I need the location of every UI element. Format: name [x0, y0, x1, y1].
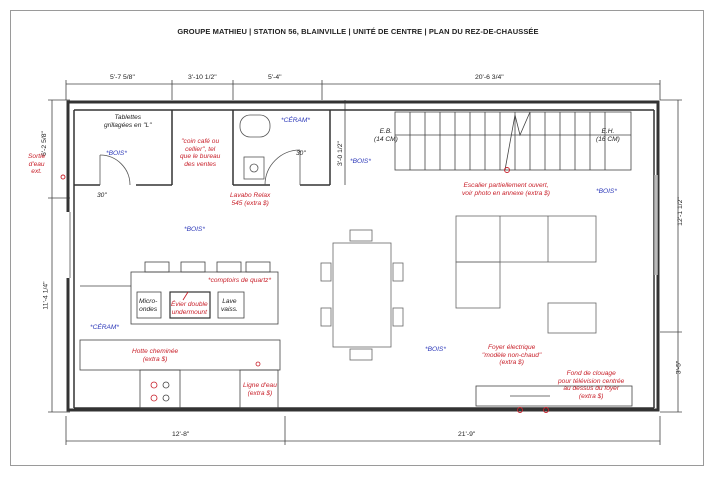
- label-ceram-bath: *CÉRAM*: [281, 117, 310, 124]
- dim-top-3: 5'-4": [268, 74, 282, 81]
- dim-top-1: 5'-7 5/8": [110, 74, 135, 81]
- bathroom-fixtures: [240, 115, 270, 179]
- plan-title: GROUPE MATHIEU | STATION 56, BLAINVILLE | UNITÉ DE CENTRE | PLAN DU REZ-DE-CHAUSSÉE: [177, 27, 539, 36]
- floor-label: *BOIS*: [350, 158, 371, 165]
- label-tablettes: Tablettes grillagées en "L": [104, 114, 152, 129]
- label-ceram-kitchen: *CÉRAM*: [90, 324, 119, 331]
- label-ligne: Ligne d'eau (extra $): [243, 382, 277, 397]
- dim-top-4: 20'-6 3/4": [475, 74, 504, 81]
- label-closet-door: 30": [97, 192, 107, 199]
- label-comptoirs: *comptoirs de quartz*: [208, 277, 272, 284]
- label-lavabo: Lavabo Relax 545 (extra $): [230, 192, 271, 207]
- dim-right-2: 3'-5": [675, 360, 683, 375]
- dim-right-1: 12'-1 1/2": [676, 197, 684, 226]
- floor-label: *BOIS*: [425, 346, 446, 353]
- dim-left-1: 6'-2 5/8": [40, 131, 48, 156]
- label-bath-door: 30": [296, 150, 306, 157]
- label-eh: E.H. (16 CM): [596, 128, 620, 143]
- red-markers: [61, 168, 549, 413]
- dim-bath: 3'-0 1/2": [336, 141, 344, 166]
- doors: [68, 150, 656, 278]
- interior-walls: [74, 110, 654, 408]
- label-sortie: Sortie d'eau ext.: [28, 153, 46, 176]
- floor-label: *BOIS*: [596, 188, 617, 195]
- label-foyer: Foyer électrique "modèle non-chaud" (extra $): [482, 344, 542, 367]
- floor-label: *BOIS*: [184, 226, 205, 233]
- dim-left-2: 11'-4 1/4": [42, 281, 50, 310]
- label-eb: E.B. (14 CM): [374, 128, 398, 143]
- exterior-walls: [68, 102, 658, 410]
- label-fond: Fond de clouage pour télévision centrée au dessus du foyer (extra $): [558, 370, 625, 400]
- label-coin-cafe: "coin café ou cellier", tel que le bureau des ventes: [180, 138, 221, 168]
- floor-label: *BOIS*: [106, 150, 127, 157]
- label-escalier: Escalier partiellement ouvert, voir photo en annexe (extra $): [462, 182, 550, 197]
- label-hotte: Hotte cheminée (extra $): [132, 348, 179, 363]
- living-sofa: [456, 216, 596, 333]
- label-lave: Lave vaiss.: [221, 298, 238, 313]
- label-microondes: Micro- ondes: [139, 298, 158, 313]
- label-evier: Évier double undermount: [171, 301, 208, 316]
- dining-table: [321, 230, 403, 360]
- dim-bottom-1: 12'-8": [172, 431, 190, 438]
- dim-top-2: 3'-10 1/2": [188, 74, 217, 81]
- dim-bottom-2: 21'-9": [458, 431, 476, 438]
